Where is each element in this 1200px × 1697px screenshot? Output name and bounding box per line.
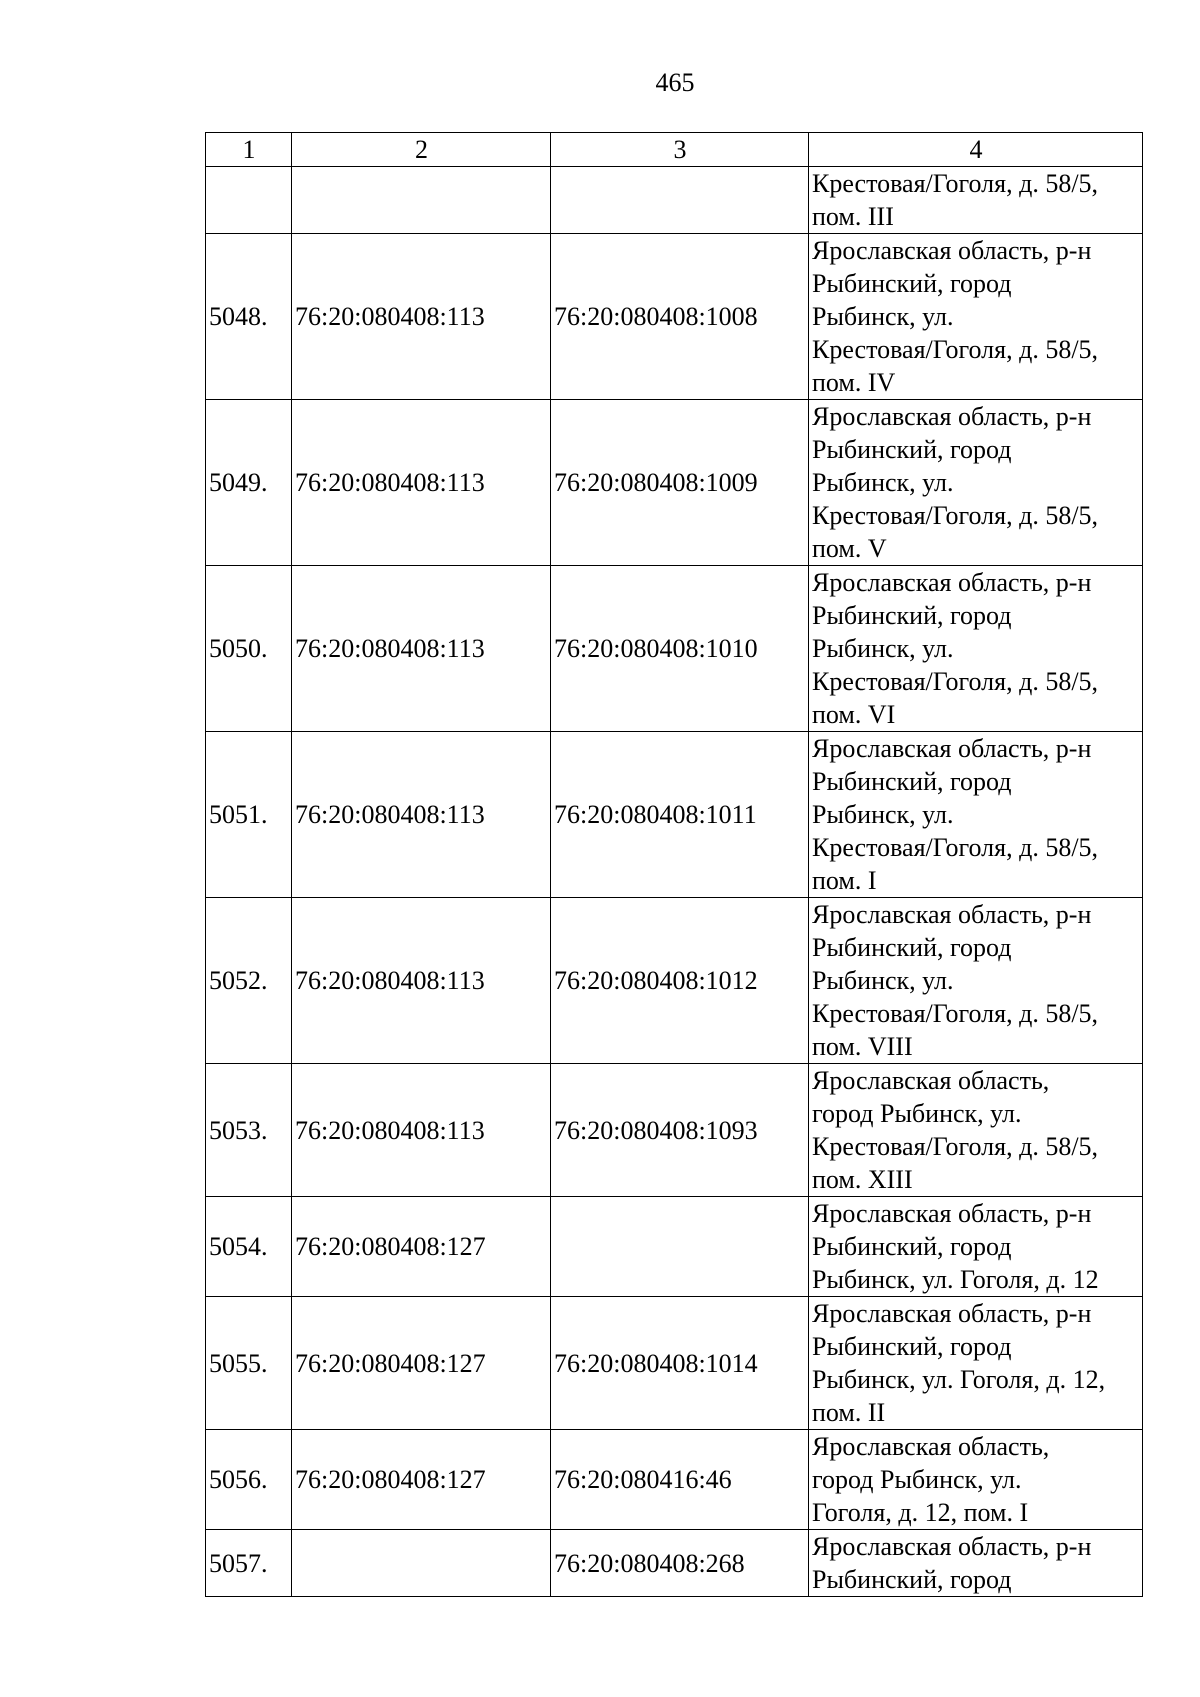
cadastral-number-object — [551, 167, 809, 234]
header-col-2: 2 — [292, 133, 551, 167]
row-number: 5050. — [206, 566, 292, 732]
cadastral-number-parcel: 76:20:080408:113 — [292, 400, 551, 566]
cadastral-number-object: 76:20:080408:1012 — [551, 898, 809, 1064]
cadastral-number-object: 76:20:080408:1010 — [551, 566, 809, 732]
table-row — [206, 898, 1143, 1064]
address: Ярославская область, город Рыбинск, ул. Крестовая/Гоголя, д. 58/5, пом. XIII — [809, 1064, 1143, 1197]
address: Ярославская область, р-н Рыбинский, город — [809, 1530, 1143, 1597]
header-col-3: 3 — [551, 133, 809, 167]
cadastral-number-parcel: 76:20:080408:113 — [292, 234, 551, 400]
row-number: 5052. — [206, 898, 292, 1064]
row-number: 5049. — [206, 400, 292, 566]
row-number: 5057. — [206, 1530, 292, 1597]
table-row — [206, 1064, 1143, 1197]
address: Ярославская область, р-н Рыбинский, город Рыбинск, ул. Крестовая/Гоголя, д. 58/5, пом. VI — [809, 566, 1143, 732]
address: Ярославская область, р-н Рыбинский, город Рыбинск, ул. Гоголя, д. 12 — [809, 1197, 1143, 1297]
cadastral-number-object: 76:20:080408:1093 — [551, 1064, 809, 1197]
cadastral-number-parcel: 76:20:080408:127 — [292, 1197, 551, 1297]
cadastral-number-object: 76:20:080408:1009 — [551, 400, 809, 566]
cadastral-number-parcel — [292, 167, 551, 234]
table-row — [206, 1197, 1143, 1297]
table-row — [206, 400, 1143, 566]
row-number: 5056. — [206, 1430, 292, 1530]
row-number: 5048. — [206, 234, 292, 400]
header-row — [206, 133, 1143, 167]
table-row — [206, 167, 1143, 234]
row-number — [206, 167, 292, 234]
cadastral-number-object — [551, 1197, 809, 1297]
cadastral-number-object: 76:20:080416:46 — [551, 1430, 809, 1530]
address: Крестовая/Гоголя, д. 58/5, пом. III — [809, 167, 1143, 234]
table-row — [206, 732, 1143, 898]
cadastral-number-object: 76:20:080408:268 — [551, 1530, 809, 1597]
page-number: 465 — [655, 68, 695, 97]
cadastral-number-parcel: 76:20:080408:127 — [292, 1297, 551, 1430]
address: Ярославская область, р-н Рыбинский, город Рыбинск, ул. Крестовая/Гоголя, д. 58/5, пом. V — [809, 400, 1143, 566]
table-row — [206, 566, 1143, 732]
table-row — [206, 1430, 1143, 1530]
row-number: 5053. — [206, 1064, 292, 1197]
cadastral-number-parcel: 76:20:080408:113 — [292, 566, 551, 732]
row-number: 5051. — [206, 732, 292, 898]
address: Ярославская область, город Рыбинск, ул. Гоголя, д. 12, пом. I — [809, 1430, 1143, 1530]
table-row — [206, 234, 1143, 400]
row-number: 5054. — [206, 1197, 292, 1297]
table-row — [206, 1530, 1143, 1597]
cadastral-number-object: 76:20:080408:1014 — [551, 1297, 809, 1430]
address: Ярославская область, р-н Рыбинский, город Рыбинск, ул. Крестовая/Гоголя, д. 58/5, пом. IV — [809, 234, 1143, 400]
address: Ярославская область, р-н Рыбинский, город Рыбинск, ул. Крестовая/Гоголя, д. 58/5, пом. I — [809, 732, 1143, 898]
cadastral-number-object: 76:20:080408:1011 — [551, 732, 809, 898]
registry-table — [205, 132, 1143, 1597]
cadastral-number-object: 76:20:080408:1008 — [551, 234, 809, 400]
header-col-4: 4 — [809, 133, 1143, 167]
cadastral-number-parcel: 76:20:080408:127 — [292, 1430, 551, 1530]
table-row — [206, 1297, 1143, 1430]
address: Ярославская область, р-н Рыбинский, город Рыбинск, ул. Крестовая/Гоголя, д. 58/5, пом. VIII — [809, 898, 1143, 1064]
header-col-1: 1 — [206, 133, 292, 167]
row-number: 5055. — [206, 1297, 292, 1430]
address: Ярославская область, р-н Рыбинский, город Рыбинск, ул. Гоголя, д. 12, пом. II — [809, 1297, 1143, 1430]
cadastral-number-parcel: 76:20:080408:113 — [292, 1064, 551, 1197]
cadastral-number-parcel: 76:20:080408:113 — [292, 732, 551, 898]
cadastral-number-parcel: 76:20:080408:113 — [292, 898, 551, 1064]
cadastral-number-parcel — [292, 1530, 551, 1597]
